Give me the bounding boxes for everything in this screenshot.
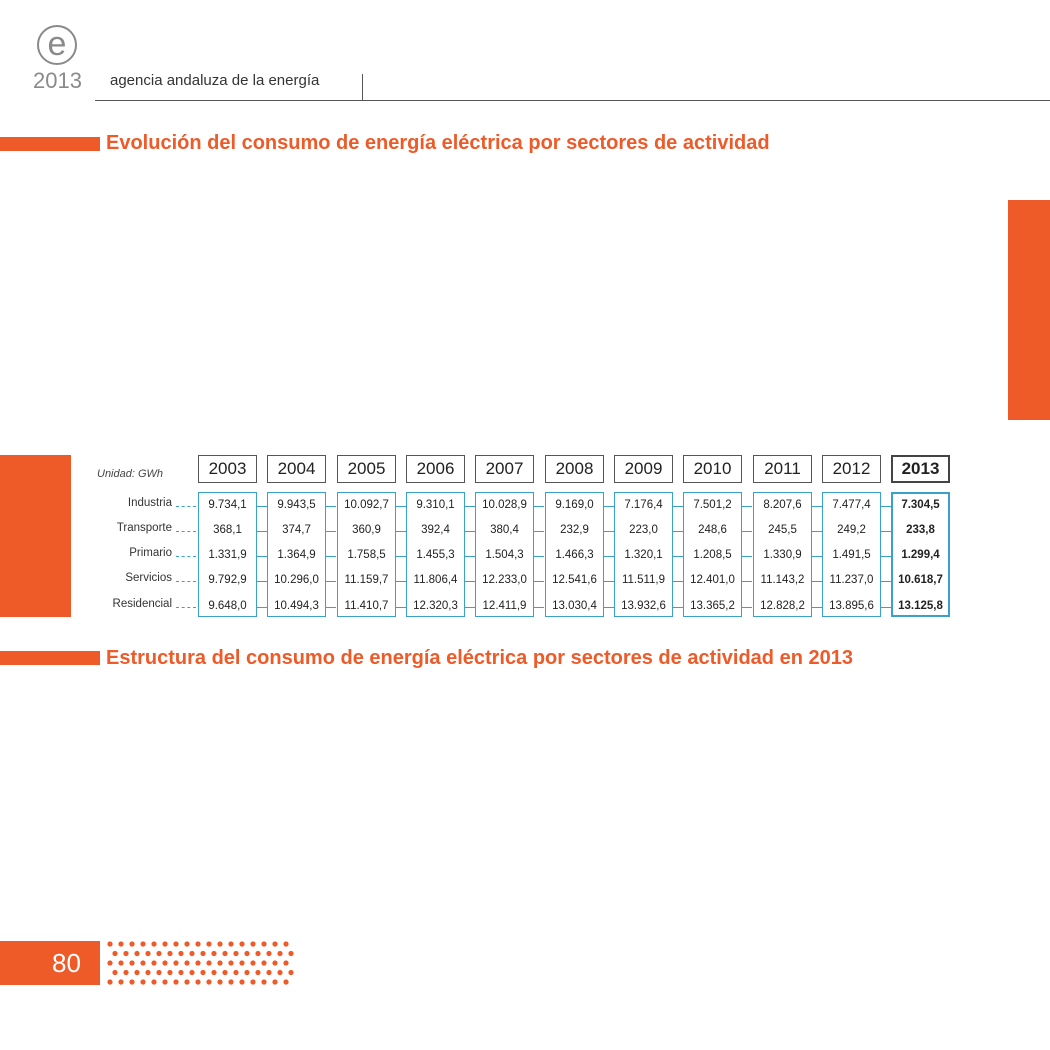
table-cell: 13.365,2 — [690, 600, 735, 612]
table-cell: 245,5 — [768, 524, 797, 536]
decorative-dot — [283, 941, 288, 946]
decorative-dot — [140, 941, 145, 946]
cell-connector — [812, 531, 822, 532]
decorative-dot — [151, 941, 156, 946]
decorative-dot — [178, 951, 183, 956]
decorative-dot — [184, 941, 189, 946]
decorative-dot — [129, 941, 134, 946]
decorative-dot — [239, 960, 244, 965]
table-cell: 13.030,4 — [552, 600, 597, 612]
cell-connector — [604, 531, 614, 532]
year-header: 2007 — [475, 455, 534, 483]
decorative-dot — [129, 960, 134, 965]
decorative-dot — [217, 941, 222, 946]
decorative-dot — [162, 960, 167, 965]
cell-connector — [465, 531, 475, 532]
cell-connector — [881, 607, 891, 608]
decorative-dot — [239, 979, 244, 984]
cell-connector — [742, 506, 752, 507]
decorative-dot — [239, 941, 244, 946]
decorative-dot — [228, 960, 233, 965]
cell-connector — [881, 556, 891, 557]
decorative-dot — [118, 979, 123, 984]
section-bar — [0, 651, 100, 665]
table-cell: 10.618,7 — [898, 574, 943, 586]
table-cell: 12.541,6 — [552, 574, 597, 586]
cell-connector — [812, 556, 822, 557]
cell-connector — [257, 581, 267, 582]
table-cell: 10.494,3 — [274, 600, 319, 612]
cell-connector — [534, 506, 544, 507]
table-cell: 13.125,8 — [898, 600, 943, 612]
decorative-dot — [112, 970, 117, 975]
table-cell: 12.828,2 — [760, 600, 805, 612]
table-cell: 7.304,5 — [901, 499, 940, 511]
decorative-dot — [162, 979, 167, 984]
year-header: 2004 — [267, 455, 326, 483]
table-cell: 11.511,9 — [621, 574, 666, 586]
table-cell: 248,6 — [698, 524, 727, 536]
table-cell: 12.233,0 — [482, 574, 527, 586]
cell-connector — [396, 506, 406, 507]
table-cell: 1.320,1 — [624, 549, 663, 561]
table-cell: 368,1 — [213, 524, 242, 536]
table-cell: 1.466,3 — [555, 549, 594, 561]
page-number-bar — [0, 941, 100, 985]
cell-connector — [396, 581, 406, 582]
decorative-dot — [189, 970, 194, 975]
year-header: 2012 — [822, 455, 881, 483]
decorative-dot — [195, 941, 200, 946]
row-leader-line — [176, 581, 196, 582]
cell-connector — [673, 607, 683, 608]
cell-connector — [465, 581, 475, 582]
table-cell: 223,0 — [629, 524, 658, 536]
table-cell: 11.410,7 — [344, 600, 389, 612]
decorative-dot — [222, 951, 227, 956]
table-cell: 9.792,9 — [208, 574, 247, 586]
decorative-dot — [261, 960, 266, 965]
row-label: Residencial — [112, 598, 172, 610]
header-rule — [95, 100, 1050, 101]
table-cell: 360,9 — [352, 524, 381, 536]
decorative-dot — [283, 960, 288, 965]
decorative-dot — [250, 960, 255, 965]
decorative-dot — [107, 960, 112, 965]
year-header: 2005 — [337, 455, 396, 483]
table-cell: 10.028,9 — [482, 499, 527, 511]
table-cell: 1.208,5 — [693, 549, 732, 561]
table-cell: 233,8 — [906, 524, 935, 536]
cell-connector — [881, 581, 891, 582]
cell-connector — [673, 556, 683, 557]
table-cell: 249,2 — [837, 524, 866, 536]
decorative-dot — [167, 951, 172, 956]
cell-connector — [812, 506, 822, 507]
decorative-dot — [244, 951, 249, 956]
row-leader-line — [176, 607, 196, 608]
decorative-dot — [178, 970, 183, 975]
table-cell: 12.411,9 — [482, 600, 527, 612]
decorative-dot — [112, 951, 117, 956]
section-bar — [0, 137, 100, 151]
decorative-dot — [129, 979, 134, 984]
year-header: 2009 — [614, 455, 673, 483]
decorative-dot — [118, 941, 123, 946]
row-label: Industria — [127, 497, 172, 509]
row-label: Servicios — [125, 572, 172, 584]
row-label: Primario — [129, 547, 172, 559]
table-cell: 9.169,0 — [555, 499, 594, 511]
decorative-dot — [200, 951, 205, 956]
decorative-dot — [288, 951, 293, 956]
cell-connector — [257, 506, 267, 507]
cell-connector — [604, 607, 614, 608]
decorative-dot — [151, 979, 156, 984]
decorative-dot — [244, 970, 249, 975]
decorative-dot — [277, 951, 282, 956]
table-cell: 392,4 — [421, 524, 450, 536]
decorative-dot — [156, 970, 161, 975]
table-cell: 1.504,3 — [485, 549, 524, 561]
table-cell: 11.143,2 — [760, 574, 805, 586]
decorative-dot — [123, 970, 128, 975]
decorative-dot — [233, 951, 238, 956]
decorative-dot — [217, 960, 222, 965]
table-cell: 11.237,0 — [829, 574, 874, 586]
decorative-dot — [206, 979, 211, 984]
table-cell: 13.895,6 — [829, 600, 874, 612]
decorative-dot — [184, 979, 189, 984]
table-cell: 10.296,0 — [274, 574, 319, 586]
side-block-left — [0, 455, 71, 617]
cell-connector — [465, 556, 475, 557]
cell-connector — [673, 531, 683, 532]
table-cell: 7.176,4 — [624, 499, 663, 511]
table-cell: 1.330,9 — [763, 549, 802, 561]
row-leader-line — [176, 556, 196, 557]
table-cell: 7.501,2 — [693, 499, 732, 511]
decorative-dot — [173, 960, 178, 965]
table-cell: 9.648,0 — [208, 600, 247, 612]
row-label: Transporte — [116, 522, 172, 534]
decorative-dot — [288, 970, 293, 975]
decorative-dot — [107, 941, 112, 946]
table-cell: 9.310,1 — [416, 499, 455, 511]
decorative-dot — [118, 960, 123, 965]
table-cell: 12.401,0 — [690, 574, 735, 586]
decorative-dot — [195, 979, 200, 984]
decorative-dot — [173, 941, 178, 946]
decorative-dot — [206, 941, 211, 946]
decorative-dot — [211, 970, 216, 975]
table-cell: 11.159,7 — [344, 574, 389, 586]
header-divider-tick — [362, 74, 363, 100]
year-header: 2003 — [198, 455, 257, 483]
cell-connector — [396, 607, 406, 608]
decorative-dot — [261, 941, 266, 946]
year-header: 2013 — [891, 455, 950, 483]
cell-connector — [465, 607, 475, 608]
table-cell: 1.758,5 — [347, 549, 386, 561]
decorative-dot — [255, 951, 260, 956]
table-cell: 11.806,4 — [413, 574, 458, 586]
decorative-dot — [272, 941, 277, 946]
cell-connector — [534, 581, 544, 582]
decorative-dot — [272, 979, 277, 984]
table-cell: 8.207,6 — [763, 499, 802, 511]
cell-connector — [396, 531, 406, 532]
row-leader-line — [176, 506, 196, 507]
decorative-dot — [140, 960, 145, 965]
cell-connector — [881, 506, 891, 507]
decorative-dot — [228, 979, 233, 984]
year-header: 2008 — [545, 455, 604, 483]
section-title-structure: Estructura del consumo de energía eléctrica por sectores de actividad en 2013 — [106, 647, 853, 669]
table-cell: 1.491,5 — [832, 549, 871, 561]
decorative-dot — [272, 960, 277, 965]
decorative-dot — [184, 960, 189, 965]
decorative-dot — [261, 979, 266, 984]
decorative-dot — [211, 951, 216, 956]
decorative-dot — [283, 979, 288, 984]
decorative-dot — [277, 970, 282, 975]
page-number: 80 — [52, 948, 81, 978]
cell-connector — [257, 531, 267, 532]
cell-connector — [604, 556, 614, 557]
year-header: 2010 — [683, 455, 742, 483]
table-unit: Unidad: GWh — [97, 468, 164, 480]
decorative-dot — [250, 941, 255, 946]
cell-connector — [465, 506, 475, 507]
decorative-dots — [106, 940, 296, 986]
cell-connector — [326, 581, 336, 582]
year-header: 2006 — [406, 455, 465, 483]
decorative-dot — [156, 951, 161, 956]
table-cell: 380,4 — [490, 524, 519, 536]
cell-connector — [742, 531, 752, 532]
decorative-dot — [167, 970, 172, 975]
cell-connector — [326, 531, 336, 532]
cell-connector — [534, 531, 544, 532]
decorative-dot — [107, 979, 112, 984]
decorative-dot — [189, 951, 194, 956]
decorative-dot — [173, 979, 178, 984]
cell-connector — [812, 607, 822, 608]
cell-connector — [742, 607, 752, 608]
decorative-dot — [134, 970, 139, 975]
decorative-dot — [250, 979, 255, 984]
decorative-dot — [123, 951, 128, 956]
decorative-dot — [140, 979, 145, 984]
year-header: 2011 — [753, 455, 812, 483]
decorative-dot — [266, 951, 271, 956]
header-year: 2013 — [33, 68, 82, 93]
cell-connector — [326, 607, 336, 608]
table-cell: 7.477,4 — [832, 499, 871, 511]
table-cell: 12.320,3 — [413, 600, 458, 612]
table-cell: 13.932,6 — [621, 600, 666, 612]
decorative-dot — [134, 951, 139, 956]
cell-connector — [673, 581, 683, 582]
decorative-dot — [228, 941, 233, 946]
cell-connector — [257, 607, 267, 608]
decorative-dot — [145, 970, 150, 975]
cell-connector — [326, 556, 336, 557]
cell-connector — [812, 581, 822, 582]
decorative-dot — [233, 970, 238, 975]
cell-connector — [534, 556, 544, 557]
section-title-evolution: Evolución del consumo de energía eléctrica por sectores de actividad — [106, 132, 770, 154]
side-tab-right — [1008, 200, 1050, 420]
decorative-dot — [200, 970, 205, 975]
cell-connector — [742, 581, 752, 582]
table-cell: 1.455,3 — [416, 549, 455, 561]
cell-connector — [742, 556, 752, 557]
table-cell: 1.364,9 — [277, 549, 316, 561]
decorative-dot — [266, 970, 271, 975]
cell-connector — [257, 556, 267, 557]
table-cell: 1.299,4 — [901, 549, 940, 561]
decorative-dot — [162, 941, 167, 946]
decorative-dot — [206, 960, 211, 965]
decorative-dot — [145, 951, 150, 956]
table-cell: 374,7 — [282, 524, 311, 536]
table-cell: 9.734,1 — [208, 499, 247, 511]
cell-connector — [326, 506, 336, 507]
cell-connector — [673, 506, 683, 507]
cell-connector — [604, 581, 614, 582]
decorative-dot — [222, 970, 227, 975]
cell-connector — [604, 506, 614, 507]
table-cell: 1.331,9 — [208, 549, 247, 561]
cell-connector — [534, 607, 544, 608]
cell-connector — [881, 531, 891, 532]
decorative-dot — [217, 979, 222, 984]
logo-e-icon: e — [37, 25, 77, 65]
table-cell: 232,9 — [560, 524, 589, 536]
decorative-dot — [151, 960, 156, 965]
table-cell: 9.943,5 — [277, 499, 316, 511]
table-cell: 10.092,7 — [344, 499, 389, 511]
cell-connector — [396, 556, 406, 557]
agency-name: agencia andaluza de la energía — [110, 72, 320, 89]
decorative-dot — [255, 970, 260, 975]
row-leader-line — [176, 531, 196, 532]
decorative-dot — [195, 960, 200, 965]
